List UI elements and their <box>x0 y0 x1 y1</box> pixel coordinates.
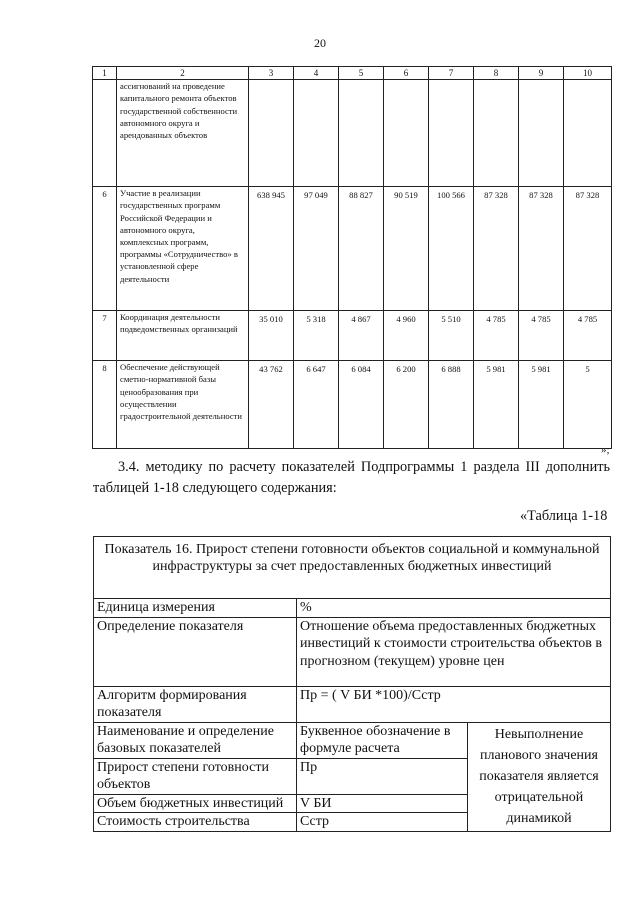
table-row <box>94 722 611 758</box>
row-value: Отношение объема предоставленных бюджетных инвестиций к стоимости строительства объектов в прогнозном (текущем) уровне цен <box>297 617 611 686</box>
cell-value: 638 945 <box>249 187 294 311</box>
indicator-title: Показатель 16. Прирост степени готовности объектов социальной и коммунальной инфраструктуры за счет предоставленных бюджетных инвестиций <box>94 537 611 599</box>
table-row <box>94 599 611 618</box>
cell-value: 87 328 <box>519 187 564 311</box>
cell-value <box>294 80 339 187</box>
column-number: 7 <box>429 67 474 80</box>
indicator-table <box>93 536 611 832</box>
symbol-header: Буквенное обозначение в формуле расчета <box>297 722 468 758</box>
cell-value: 6 084 <box>339 361 384 449</box>
cell-value <box>474 80 519 187</box>
column-number: 6 <box>384 67 429 80</box>
row-label: Определение показателя <box>94 617 297 686</box>
cell-value: 5 510 <box>429 311 474 361</box>
cell-value: 100 566 <box>429 187 474 311</box>
note-cell: Невыполнение планового значения показателя является отрицательной динамикой <box>468 722 611 831</box>
cell-value <box>564 80 612 187</box>
base-symbol: Пр <box>297 758 468 794</box>
cell-value: 4 960 <box>384 311 429 361</box>
row-number: 6 <box>93 187 117 311</box>
column-number-row <box>93 67 612 80</box>
cell-value: 4 867 <box>339 311 384 361</box>
table-caption: «Таблица 1-18 <box>520 508 608 524</box>
table-row <box>94 617 611 686</box>
cell-value: 4 785 <box>474 311 519 361</box>
column-number: 4 <box>294 67 339 80</box>
row-value: % <box>297 599 611 618</box>
amendment-paragraph: 3.4. методику по расчету показателей Подпрограммы 1 раздела III дополнить таблицей 1-18 следующего содержания: <box>93 459 610 496</box>
row-number: 8 <box>93 361 117 449</box>
column-number: 8 <box>474 67 519 80</box>
base-symbol: Сстр <box>297 813 468 832</box>
table-row <box>94 686 611 722</box>
column-number: 10 <box>564 67 612 80</box>
cell-value: 43 762 <box>249 361 294 449</box>
cell-value: 6 647 <box>294 361 339 449</box>
cell-value <box>519 80 564 187</box>
cell-value: 87 328 <box>474 187 519 311</box>
row-label: Единица измерения <box>94 599 297 618</box>
row-name: Координация деятельности подведомственных организаций <box>117 311 249 361</box>
cell-value: 35 010 <box>249 311 294 361</box>
cell-value <box>339 80 384 187</box>
table-row <box>93 361 612 449</box>
base-name: Объем бюджетных инвестиций <box>94 794 297 813</box>
base-name: Стоимость строительства <box>94 813 297 832</box>
cell-value: 6 888 <box>429 361 474 449</box>
row-number <box>93 80 117 187</box>
row-number: 7 <box>93 311 117 361</box>
indicator-title-row <box>94 537 611 599</box>
cell-value: 6 200 <box>384 361 429 449</box>
cell-value <box>249 80 294 187</box>
cell-value: 90 519 <box>384 187 429 311</box>
base-symbol: V БИ <box>297 794 468 813</box>
cell-value: 5 981 <box>474 361 519 449</box>
cell-value: 88 827 <box>339 187 384 311</box>
page-number: 20 <box>314 36 326 50</box>
cell-value: 4 785 <box>519 311 564 361</box>
closing-quote: »; <box>601 444 610 456</box>
column-number: 5 <box>339 67 384 80</box>
row-name: Обеспечение действующей сметно-нормативной базы ценообразования при осуществлении градостроительной деятельности <box>117 361 249 449</box>
budget-table <box>92 66 612 449</box>
cell-value: 87 328 <box>564 187 612 311</box>
cell-value <box>429 80 474 187</box>
table-row <box>93 311 612 361</box>
cell-value: 5 <box>564 361 612 449</box>
column-number: 2 <box>117 67 249 80</box>
row-label: Алгоритм формирования показателя <box>94 686 297 722</box>
base-name: Прирост степени готовности объектов <box>94 758 297 794</box>
row-value: Пр = ( V БИ *100)/Сстр <box>297 686 611 722</box>
column-number: 1 <box>93 67 117 80</box>
cell-value: 5 981 <box>519 361 564 449</box>
row-label: Наименование и определение базовых показателей <box>94 722 297 758</box>
table-row <box>93 80 612 187</box>
column-number: 9 <box>519 67 564 80</box>
column-number: 3 <box>249 67 294 80</box>
row-name: ассигнований на проведение капитального ремонта объектов государственной собственности автономного округа и арендованных объектов <box>117 80 249 187</box>
row-name: Участие в реализации государственных программ Российской Федерации и автономного округа, комплексных программ, программы «Сотрудничество» в установленной сфере деятельности <box>117 187 249 311</box>
cell-value: 5 318 <box>294 311 339 361</box>
cell-value: 97 049 <box>294 187 339 311</box>
cell-value <box>384 80 429 187</box>
table-row <box>93 187 612 311</box>
cell-value: 4 785 <box>564 311 612 361</box>
